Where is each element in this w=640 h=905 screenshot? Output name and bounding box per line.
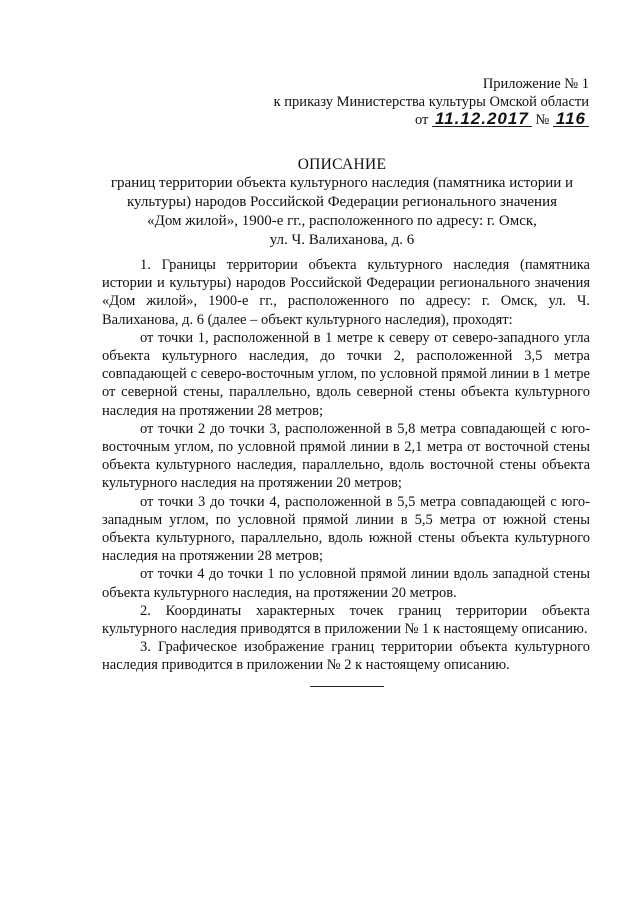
order-date-prefix: от bbox=[414, 112, 429, 128]
order-date-handwritten: 11.12.2017 bbox=[432, 111, 532, 127]
title-line: культуры) народов Российской Федерации регионального значения bbox=[126, 194, 558, 210]
document-body bbox=[102, 256, 590, 675]
appendix-header bbox=[274, 75, 589, 129]
order-number-handwritten: 116 bbox=[553, 111, 589, 127]
paragraph-segment-1-2: от точки 1, расположенной в 1 метре к северу от северо-западного угла объекта культурного наследия, до точки 2, расположенной 3,5 метра совпадающей с северо-восточным углом, по условной прямой линии в 1 метре от северной стены, параллельно, вдоль северной стены объекта культурного наследия на протяжении 28 метров; bbox=[102, 329, 590, 419]
title-line: границ территории объекта культурного наследия (памятника истории и bbox=[110, 175, 574, 191]
paragraph-segment-3-4: от точки 3 до точки 4, расположенной в 5,5 метра совпадающей с юго-западным углом, по условной прямой линии в 5,5 метра от южной стены объекта культурного, параллельно, вдоль южной стены объекта культурного наследия на протяжении 28 метров; bbox=[102, 493, 590, 565]
paragraph-segment-4-1: от точки 4 до точки 1 по условной прямой линии вдоль западной стены объекта культурного наследия, на протяжении 20 метров. bbox=[102, 566, 590, 601]
closing-divider bbox=[310, 686, 384, 687]
order-reference: к приказу Министерства культуры Омской области bbox=[273, 94, 589, 110]
title-heading: ОПИСАНИЕ bbox=[297, 156, 387, 173]
paragraph-segment-2-3: от точки 2 до точки 3, расположенной в 5,8 метра совпадающей с юго-восточным углом, по условной прямой линии в 2,1 метра от восточной стены объекта культурного наследия, параллельно, вдоль восточной стены объекта культурного наследия на протяжении 20 метров; bbox=[102, 420, 590, 492]
paragraph-coordinates: 2. Координаты характерных точек границ территории объекта культурного наследия приводятся в приложении № 1 к настоящему описанию. bbox=[102, 602, 590, 638]
document-title bbox=[100, 155, 584, 250]
paragraph-graphic: 3. Графическое изображение границ территории объекта культурного наследия приводится в приложении № 2 к настоящему описанию. bbox=[102, 639, 590, 674]
order-number-prefix: № bbox=[535, 112, 550, 128]
title-line: «Дом жилой», 1900-е гг., расположенного по адресу: г. Омск, bbox=[147, 213, 537, 229]
order-date-line bbox=[274, 111, 589, 129]
title-line: ул. Ч. Валиханова, д. 6 bbox=[269, 232, 415, 248]
paragraph-boundaries: 1. Границы территории объекта культурного наследия (памятника истории и культуры) народов Российской Федерации регионального значения «Дом жилой», 1900-е гг., расположенного по адресу: г. Омск, ул. Ч. Валиханова, д. 6 (далее – объект культурного наследия), проходят: bbox=[102, 257, 590, 328]
appendix-number: Приложение № 1 bbox=[482, 76, 589, 92]
